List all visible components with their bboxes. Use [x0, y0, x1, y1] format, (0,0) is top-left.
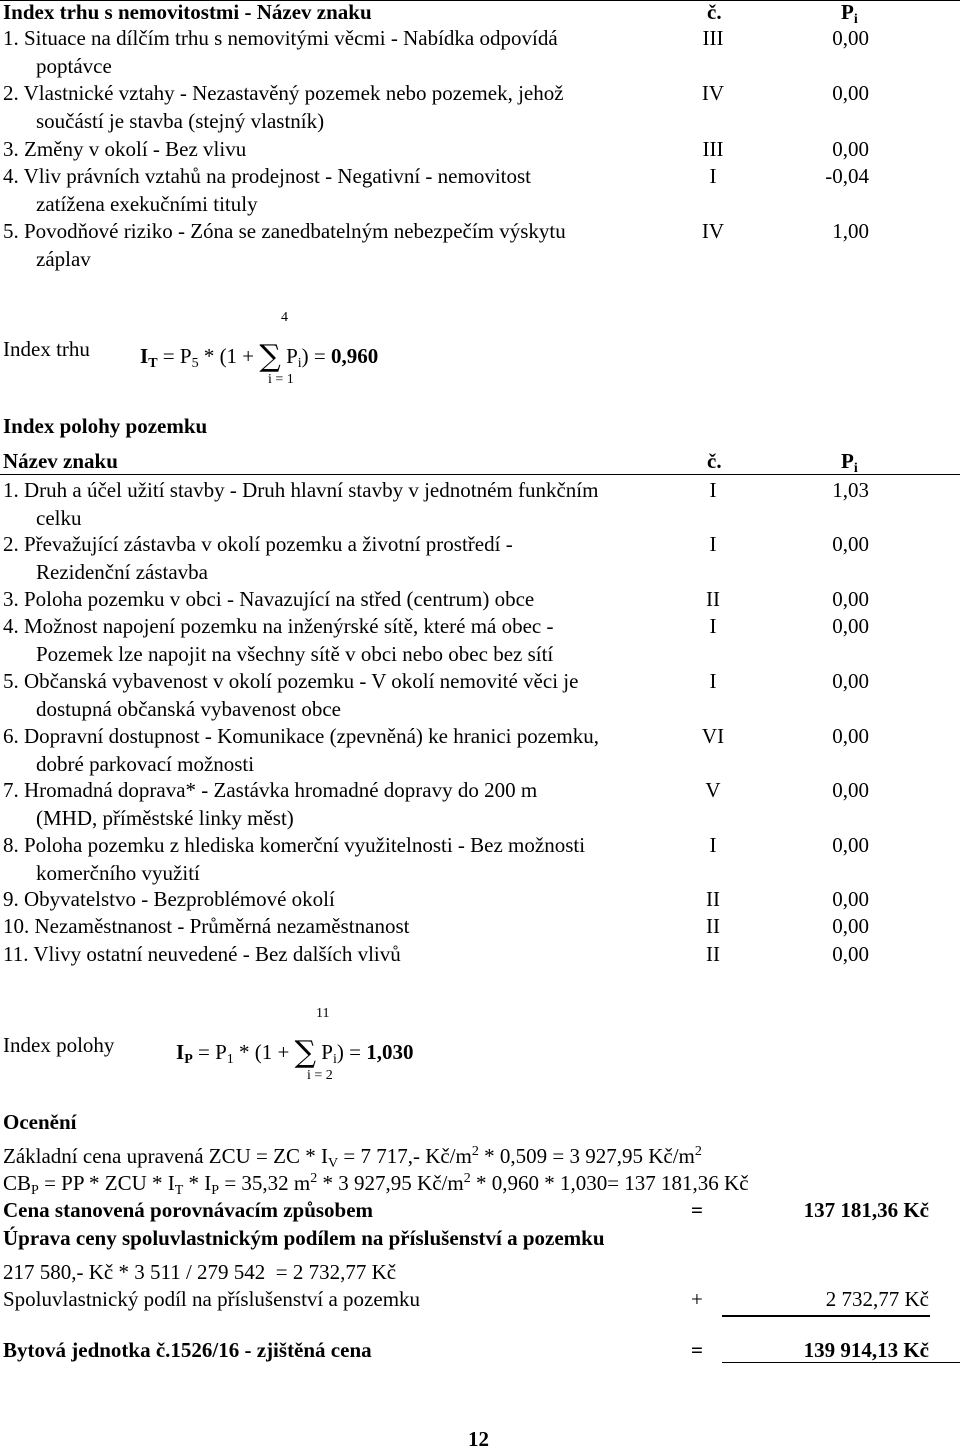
table-row-value: 1,00 [832, 219, 869, 243]
table-row-value: 0,00 [832, 778, 869, 802]
table-row-class: I [709, 164, 717, 188]
oceneni-title: Ocenění [3, 1110, 77, 1134]
poloha-header-rule [0, 474, 960, 475]
index-polohy-result: 1,030 [366, 1040, 414, 1064]
table-row-class: VI [701, 724, 725, 748]
table-row-value: 0,00 [832, 587, 869, 611]
table-row-value: 0,00 [832, 81, 869, 105]
table-row-text-cont: dostupná občanská vybavenost obce [36, 697, 342, 721]
table-row-text-cont: celku [36, 506, 82, 530]
table-row-value: 0,00 [832, 914, 869, 938]
table-row-text: 2. Převažující zástavba v okolí pozemku a životní prostředí - [3, 532, 513, 556]
table-row-value: 0,00 [832, 887, 869, 911]
table-row-text-cont: komerčního využití [36, 861, 200, 885]
table-row-text: 8. Poloha pozemku z hlediska komerční využitelnosti - Bez možnosti [3, 833, 586, 857]
table-row-text: 3. Změny v okolí - Bez vlivu [3, 137, 247, 161]
final-label: Bytová jednotka č.1526/16 - zjištěná cena [3, 1338, 372, 1362]
table-row-class: II [706, 587, 720, 611]
uprava-title: Úprava ceny spoluvlastnickým podílem na příslušenství a pozemku [3, 1226, 605, 1250]
formula-trh-label: Index trhu [3, 337, 90, 361]
table-row-value: 0,00 [832, 942, 869, 966]
poloha-title: Index polohy pozemku [3, 414, 208, 438]
podil-op: + [691, 1287, 703, 1311]
table-row-text: 11. Vlivy ostatní neuvedené - Bez dalších vlivů [3, 942, 401, 966]
table-row-class: I [709, 669, 717, 693]
poloha-col-p: $P_i$ [841, 449, 858, 476]
table-row-class: II [706, 914, 720, 938]
index-trhu-result: 0,960 [331, 344, 379, 368]
cena-value: 137 181,36 Kč [803, 1198, 929, 1222]
formula-poloha-label: Index polohy [3, 1033, 115, 1057]
table-row-value: 0,00 [832, 26, 869, 50]
table-row-text-cont: dobré parkovací možnosti [36, 752, 255, 776]
table-row-class: II [706, 887, 720, 911]
table-row-text: 1. Druh a účel užití stavby - Druh hlavní stavby v jednotném funkčním [3, 478, 599, 502]
table-row-text: 4. Vliv právních vztahů na prodejnost - Negativní - nemovitost [3, 164, 532, 188]
table-row-class: IV [701, 219, 725, 243]
table-row-class: V [705, 778, 721, 802]
table-row-value: 0,00 [832, 833, 869, 857]
poloha-col-name: Název znaku [3, 449, 118, 473]
page-number: 12 [468, 1427, 489, 1451]
formula-trh-upper: 4 [281, 310, 288, 325]
formula-poloha: $I_P = P_1 * (1$ + ∑ $P_i) = 1,030$ [176, 1035, 414, 1070]
table-row-value: 0,00 [832, 532, 869, 556]
table-row-class: I [709, 478, 717, 502]
table-row-class: III [702, 26, 724, 50]
final-rule [722, 1362, 960, 1363]
table-row-value: 0,00 [832, 137, 869, 161]
sigma-symbol: ∑ [259, 339, 281, 374]
table-row-text-cont: poptávce [36, 54, 112, 78]
table-row-class: IV [701, 81, 725, 105]
sum-rule [722, 1315, 930, 1317]
sigma-symbol: ∑ [294, 1035, 317, 1070]
table-row-text-cont: záplav [36, 247, 91, 271]
final-op: = [691, 1338, 703, 1362]
podil-label: Spoluvlastnický podíl na příslušenství a pozemku [3, 1287, 421, 1311]
table-row-text: 1. Situace na dílčím trhu s nemovitými věcmi - Nabídka odpovídá [3, 26, 558, 50]
poloha-col-c: č. [707, 449, 722, 473]
table-row-value: 0,00 [832, 724, 869, 748]
podil-value: 2 732,77 Kč [825, 1287, 929, 1311]
table-row-class: I [709, 833, 717, 857]
trh-title: Index trhu s nemovitostmi - Název znaku [3, 0, 372, 24]
table-row-text: 4. Možnost napojení pozemku na inženýrské sítě, které má obec - [3, 614, 554, 638]
table-row-value: -0,04 [825, 164, 869, 188]
table-row-text: 3. Poloha pozemku v obci - Navazující na střed (centrum) obce [3, 587, 535, 611]
table-row-text: 5. Povodňové riziko - Zóna se zanedbatelným nebezpečím výskytu [3, 219, 566, 243]
formula-trh: $I_T = P_5 * (1$ + ∑ $P_i) = 0,960$ [140, 339, 379, 374]
table-row-text: 9. Obyvatelstvo - Bezproblémové okolí [3, 887, 335, 911]
table-row-class: III [702, 137, 724, 161]
table-row-class: I [709, 614, 717, 638]
table-row-text-cont: zatížena exekučními tituly [36, 192, 258, 216]
table-row-text: 2. Vlastnické vztahy - Nezastavěný pozemek nebo pozemek, jehož [3, 81, 564, 105]
formula-poloha-lower: i = 2 [307, 1068, 333, 1083]
table-row-text: 5. Občanská vybavenost v okolí pozemku - V okolí nemovité věci je [3, 669, 579, 693]
cena-op: = [691, 1198, 703, 1222]
trh-col-c: č. [707, 0, 722, 24]
table-row-class: II [706, 942, 720, 966]
table-row-text: 7. Hromadná doprava* - Zastávka hromadné dopravy do 200 m [3, 778, 538, 802]
table-row-text-cont: součástí je stavba (stejný vlastník) [36, 109, 325, 133]
formula-trh-lower: i = 1 [268, 372, 294, 387]
table-row-text: 6. Dopravní dostupnost - Komunikace (zpevněná) ke hranici pozemku, [3, 724, 599, 748]
final-value: 139 914,13 Kč [803, 1338, 929, 1362]
table-row-text-cont: (MHD, příměstské linky měst) [36, 806, 294, 830]
table-row-value: 0,00 [832, 614, 869, 638]
cbp-line: $CB_P$ = PP * ZCU * $I_T * I_P = 35,32$ $m^2 * 3$ 927,95 $Kč/m^2 * 0,960 * 1,030= 137$ 181,36 Kč [3, 1171, 749, 1198]
formula-poloha-upper: 11 [316, 1006, 330, 1021]
zcu-line: Základní cena upravená ZCU = ZC * $I_V = 7$ 717,- $Kč/m^2 * 0,509 = 3$ 927,95 $Kč/m^2$ [3, 1144, 702, 1171]
table-row-text-cont: Rezidenční zástavba [36, 560, 208, 584]
uprava-calc: 217 580,- Kč * 3 511 / 279 542 = 2 732,77 Kč [3, 1260, 397, 1284]
cena-label: Cena stanovená porovnávacím způsobem [3, 1198, 374, 1222]
table-row-text: 10. Nezaměstnanost - Průměrná nezaměstnanost [3, 914, 410, 938]
table-row-value: 0,00 [832, 669, 869, 693]
table-row-class: I [709, 532, 717, 556]
trh-col-p: $P_i$ [841, 0, 858, 27]
table-row-text-cont: Pozemek lze napojit na všechny sítě v obci nebo obec bez sítí [36, 642, 554, 666]
table-row-value: 1,03 [832, 478, 869, 502]
